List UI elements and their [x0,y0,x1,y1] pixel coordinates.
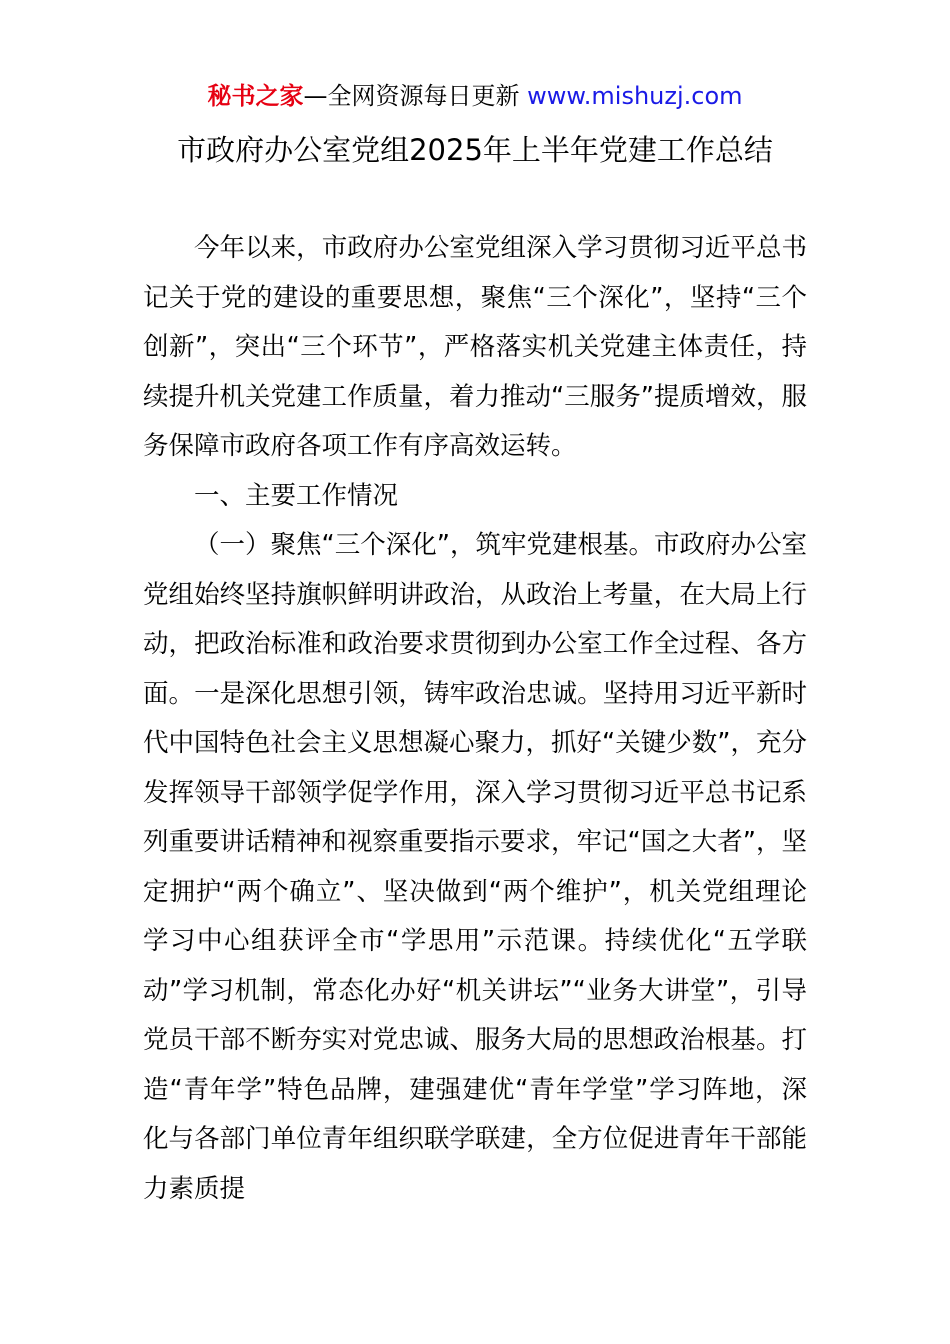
site-name: 秘书之家 [207,82,304,110]
site-header [0,80,950,112]
site-tagline: —全网资源每日更新 [303,82,528,110]
document-body [143,224,807,1214]
section-paragraph: （一）聚焦“三个深化”，筑牢党建根基。市政府办公室党组始终坚持旗帜鲜明讲政治，从政治上考量，在大局上行动，把政治标准和政治要求贯彻到办公室工作全过程、各方面。一是深化思想引领，铸牢政治忠诚。坚持用习近平新时代中国特色社会主义思想凝心聚力，抓好“关键少数”，充分发挥领导干部领学促学作用，深入学习贯彻习近平总书记系列重要讲话精神和视察重要指示要求，牢记“国之大者”，坚定拥护“两个确立”、坚决做到“两个维护”，机关党组理论学习中心组获评全市“学思用”示范课。持续优化“五学联动”学习机制，常态化办好“机关讲坛”“业务大讲堂”，引导党员干部不断夯实对党忠诚、服务大局的思想政治根基。打造“青年学”特色品牌，建强建优“青年学堂”学习阵地，深化与各部门单位青年组织联学联建，全方位促进青年干部能力素质提 [143,530,807,1204]
intro-paragraph: 今年以来，市政府办公室党组深入学习贯彻习近平总书记关于党的建设的重要思想，聚焦“三个深化”，坚持“三个创新”，突出“三个环节”，严格落实机关党建主体责任，持续提升机关党建工作质量，着力推动“三服务”提质增效，服务保障市政府各项工作有序高效运转。 [143,233,807,461]
section-heading: 一、主要工作情况 [194,480,399,511]
document-title: 市政府办公室党组2025年上半年党建工作总结 [177,133,773,167]
site-url-link[interactable]: www.mishuzj.com [527,82,743,110]
